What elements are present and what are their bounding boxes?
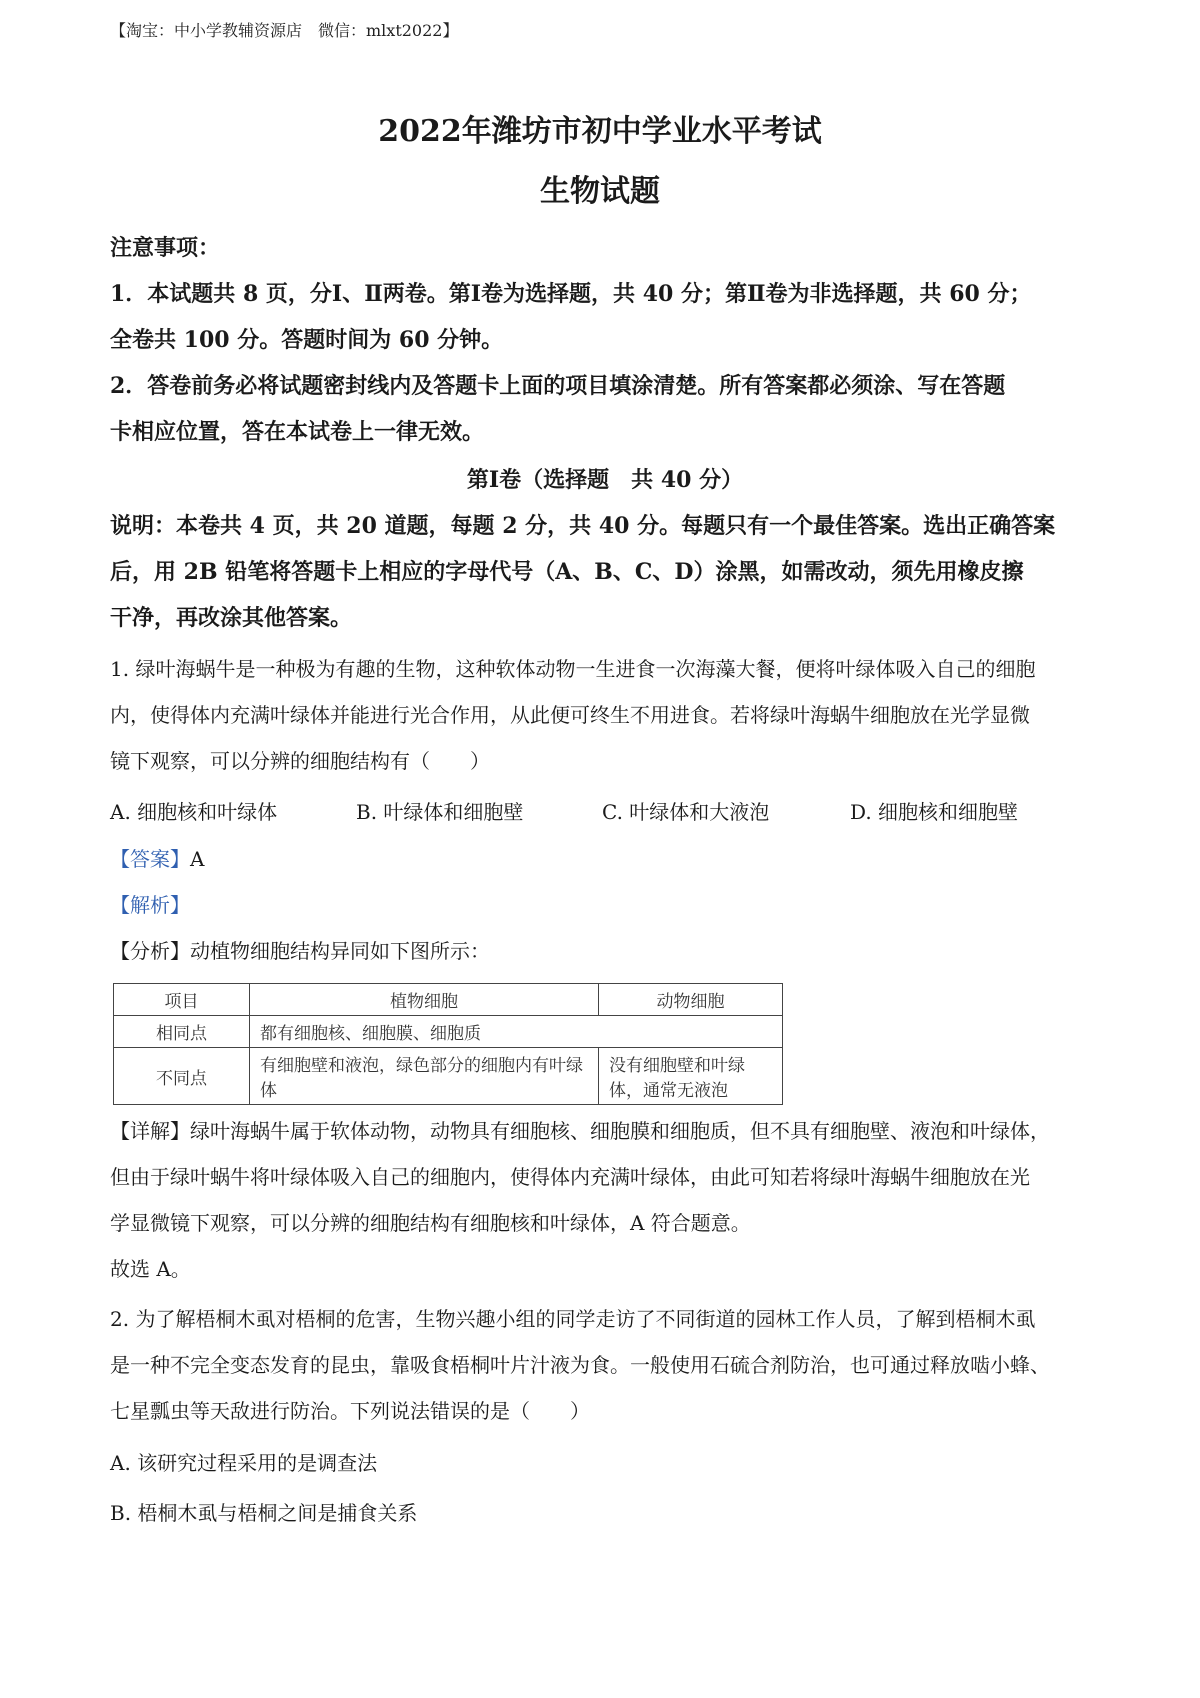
plant-diff-line2: 体 xyxy=(260,1081,277,1101)
analysis-label: 【解析】 xyxy=(110,893,190,917)
detail-text: 绿叶海蜗牛属于软体动物，动物具有细胞核、细胞膜和细胞质，但不具有细胞壁、液泡和叶绿体， xyxy=(190,1119,1050,1143)
notice-2-line2: 卡相应位置，答在本试卷上一律无效。 xyxy=(110,419,485,445)
q1-option-d: D. 细胞核和细胞壁 xyxy=(850,800,1019,824)
notice-1-line2: 全卷共 100 分。答题时间为 60 分钟。 xyxy=(110,327,504,353)
animal-diff-line1: 没有细胞壁和叶绿 xyxy=(609,1056,745,1076)
answer-label: 【答案】 xyxy=(110,847,190,871)
instruction-line3: 干净，再改涂其他答案。 xyxy=(110,605,353,631)
detail-line1 xyxy=(110,1108,1100,1154)
q1-option-b: B. 叶绿体和细胞壁 xyxy=(356,800,524,824)
q2-line2: 是一种不完全变态发育的昆虫，靠吸食梧桐叶片汁液为食。一般使用石硫合剂防治，也可通过释放啮小蜂、 xyxy=(110,1353,1050,1377)
fenxi-label: 【分析】 xyxy=(110,939,190,963)
table-header-row xyxy=(114,984,783,1016)
q2-line1: 2. 为了解梧桐木虱对梧桐的危害，生物兴趣小组的同学走访了不同街道的园林工作人员，了解到梧桐木虱 xyxy=(110,1307,1036,1331)
fenxi-text: 动植物细胞结构异同如下图所示： xyxy=(190,939,490,963)
exam-subtitle: 生物试题 xyxy=(540,174,660,209)
detail-line2: 但由于绿叶蜗牛将叶绿体吸入自己的细胞内，使得体内充满叶绿体，由此可知若将绿叶海蜗牛细胞放在光 xyxy=(110,1165,1030,1189)
instruction-line1: 说明：本卷共 4 页，共 20 道题，每题 2 分，共 40 分。每题只有一个最佳答案。选出正确答案 xyxy=(110,513,1056,539)
animal-diff-line2: 体，通常无液泡 xyxy=(609,1081,728,1101)
detail-label: 【详解】 xyxy=(110,1119,190,1143)
table-header-cell: 项目 xyxy=(114,984,250,1016)
table-header-cell: 植物细胞 xyxy=(250,984,599,1016)
q2-option-a: A. 该研究过程采用的是调查法 xyxy=(110,1451,378,1475)
table-cell: 相同点 xyxy=(114,1016,250,1048)
notice-2-line1: 2．答卷前务必将试题密封线内及答题卡上面的项目填涂清楚。所有答案都必须涂、写在答题 xyxy=(110,373,1006,399)
answer-value: A xyxy=(190,847,205,871)
detail-line3: 学显微镜下观察，可以分辨的细胞结构有细胞核和叶绿体，A 符合题意。 xyxy=(110,1211,751,1235)
instruction-line2: 后，用 2B 铅笔将答题卡上相应的字母代号（A、B、C、D）涂黑，如需改动，须先用橡皮擦 xyxy=(110,559,1024,585)
table-cell xyxy=(599,1048,783,1105)
q2-option-b: B. 梧桐木虱与梧桐之间是捕食关系 xyxy=(110,1501,418,1525)
exam-title: 2022年潍坊市初中学业水平考试 xyxy=(378,114,822,149)
notice-1-line1: 1．本试题共 8 页，分Ⅰ、Ⅱ两卷。第Ⅰ卷为选择题，共 40 分；第Ⅱ卷为非选择题，共 60 分； xyxy=(110,281,1032,307)
table-cell: 都有细胞核、细胞膜、细胞质 xyxy=(250,1016,783,1048)
fenxi-row xyxy=(110,928,1100,974)
q1-option-a: A. 细胞核和叶绿体 xyxy=(110,800,278,824)
table-cell xyxy=(250,1048,599,1105)
answer-row xyxy=(110,836,1100,882)
q1-option-c: C. 叶绿体和大液泡 xyxy=(602,800,770,824)
cell-comparison-table xyxy=(113,983,783,1105)
table-header-cell: 动物细胞 xyxy=(599,984,783,1016)
q1-line1: 1. 绿叶海蜗牛是一种极为有趣的生物，这种软体动物一生进食一次海藻大餐，便将叶绿体吸入自己的细胞 xyxy=(110,657,1036,681)
q1-line2: 内，使得体内充满叶绿体并能进行光合作用，从此便可终生不用进食。若将绿叶海蜗牛细胞放在光学显微 xyxy=(110,703,1030,727)
conclusion: 故选 A。 xyxy=(110,1257,191,1281)
table-row xyxy=(114,1016,783,1048)
page-header: 【淘宝：中小学教辅资源店 微信：mlxt2022】 xyxy=(110,21,459,40)
notice-heading: 注意事项： xyxy=(110,235,221,261)
q1-line3: 镜下观察，可以分辨的细胞结构有（ ） xyxy=(110,749,490,773)
q2-line3: 七星瓢虫等天敌进行防治。下列说法错误的是（ ） xyxy=(110,1399,590,1423)
section-title: 第Ⅰ卷（选择题 共 40 分） xyxy=(466,467,744,493)
table-row xyxy=(114,1048,783,1105)
table-cell: 不同点 xyxy=(114,1048,250,1105)
plant-diff-line1: 有细胞壁和液泡，绿色部分的细胞内有叶绿 xyxy=(260,1056,583,1076)
